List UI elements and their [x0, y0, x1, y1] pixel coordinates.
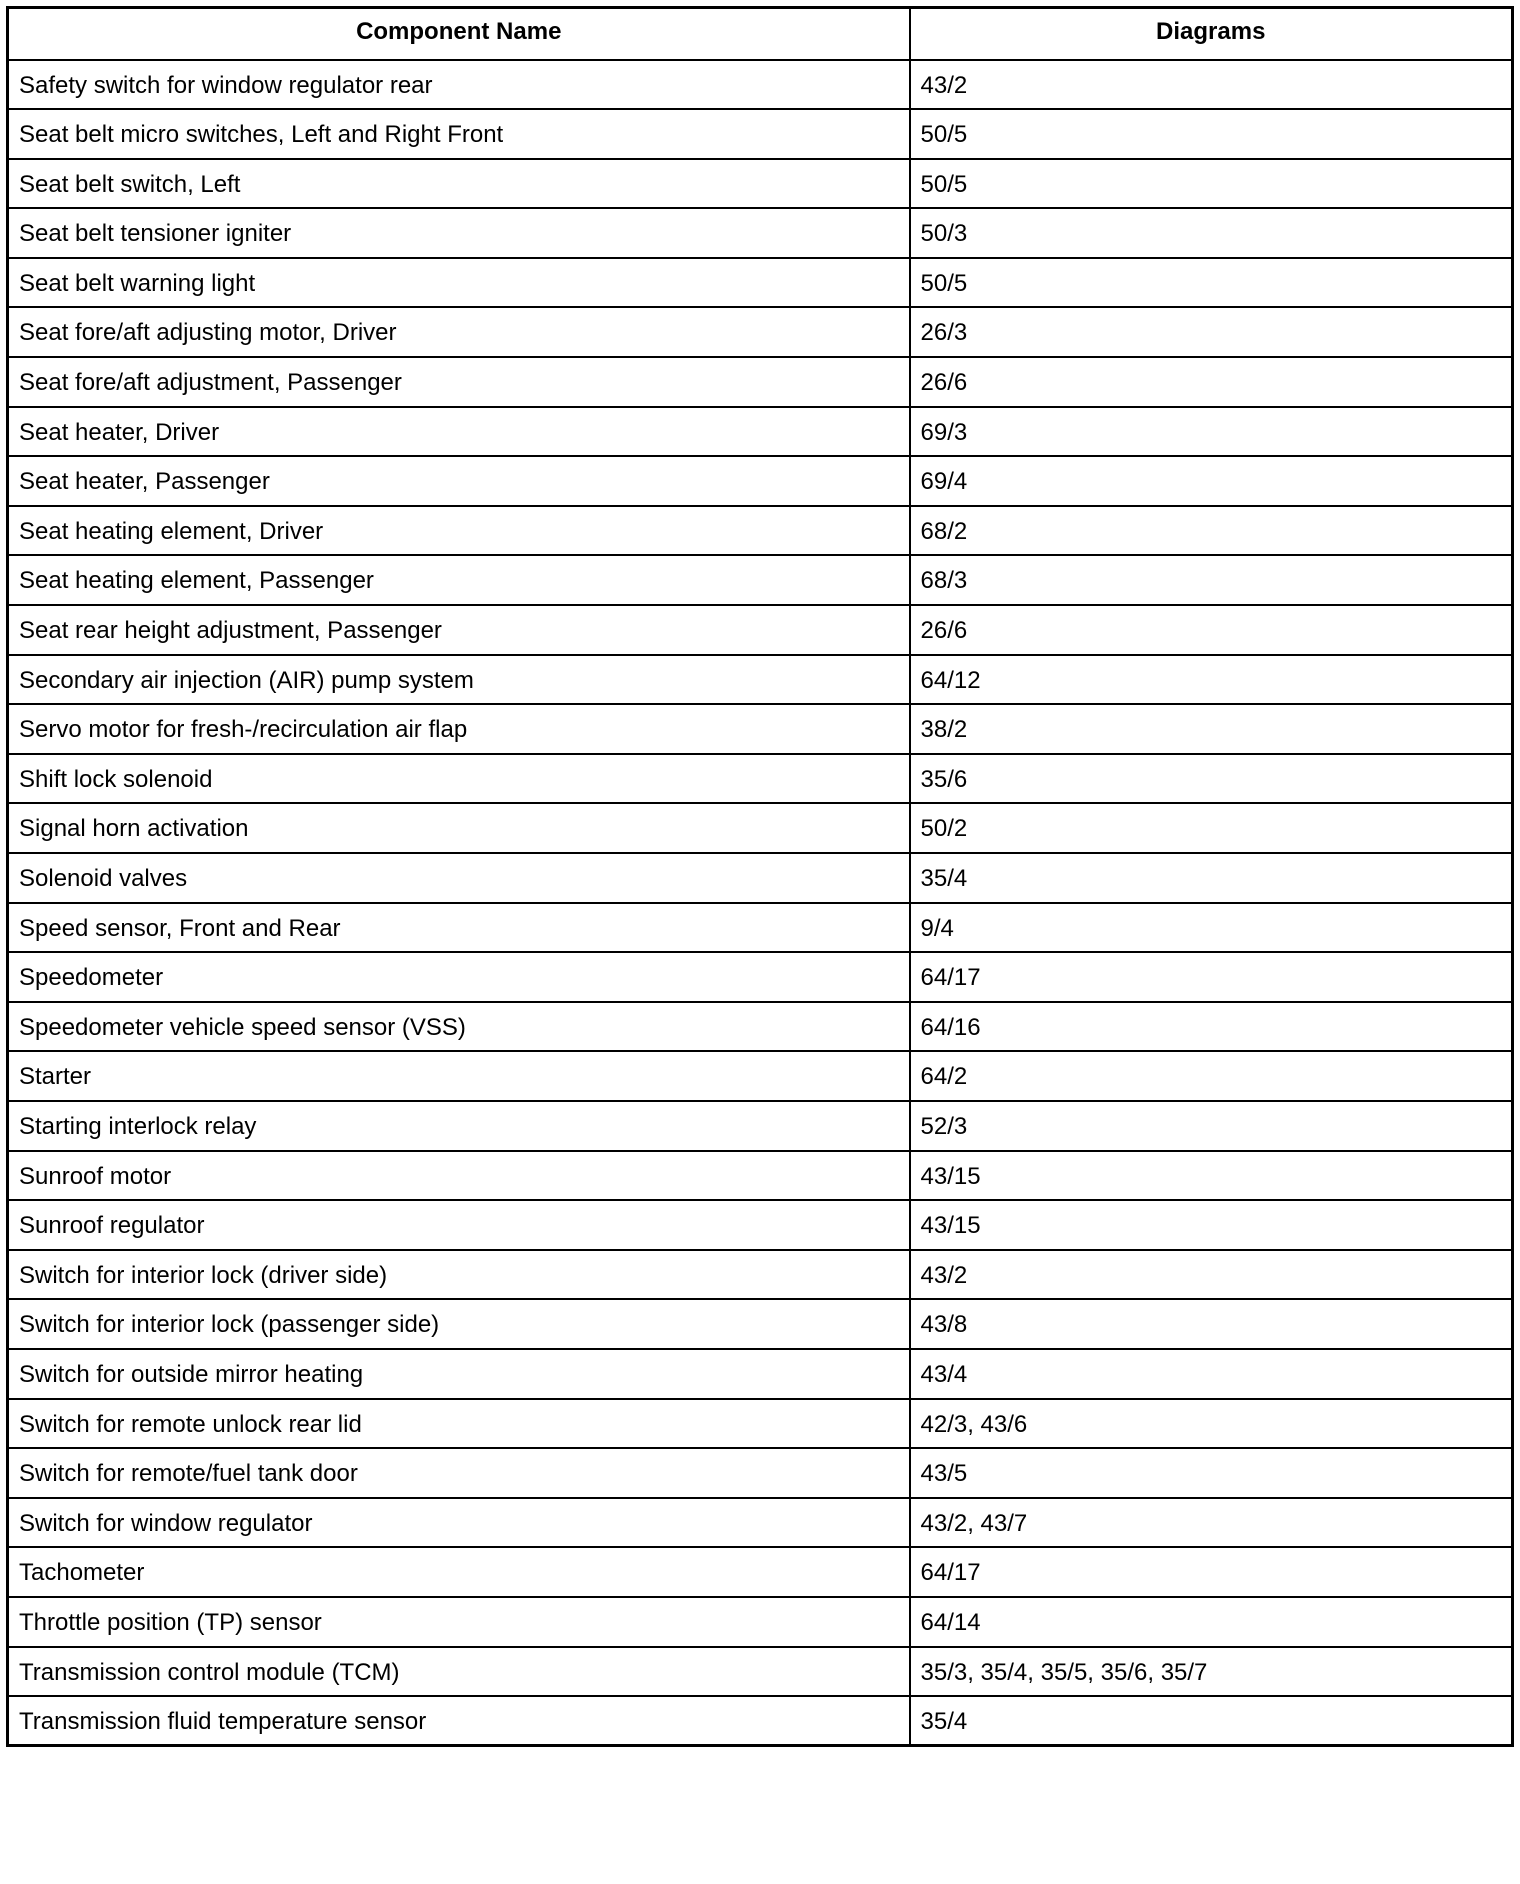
diagrams-cell: 26/3: [910, 307, 1513, 357]
table-row: [8, 208, 1513, 258]
diagrams-cell: 43/2, 43/7: [910, 1498, 1513, 1548]
component-name-cell: Servo motor for fresh-/recirculation air flap: [8, 704, 910, 754]
component-name-cell: Transmission fluid temperature sensor: [8, 1696, 910, 1746]
table-row: [8, 1597, 1513, 1647]
diagrams-cell: 50/5: [910, 159, 1513, 209]
table-row: [8, 1498, 1513, 1548]
diagrams-cell: 35/3, 35/4, 35/5, 35/6, 35/7: [910, 1647, 1513, 1697]
table-row: [8, 1151, 1513, 1201]
component-name-cell: Throttle position (TP) sensor: [8, 1597, 910, 1647]
component-name-cell: Switch for interior lock (driver side): [8, 1250, 910, 1300]
component-name-cell: Switch for remote unlock rear lid: [8, 1399, 910, 1449]
table-row: [8, 1002, 1513, 1052]
diagrams-cell: 64/16: [910, 1002, 1513, 1052]
table-row: [8, 555, 1513, 605]
table-row: [8, 952, 1513, 1002]
table-row: [8, 1647, 1513, 1697]
diagrams-cell: 68/3: [910, 555, 1513, 605]
table-row: [8, 1250, 1513, 1300]
diagrams-cell: 43/15: [910, 1200, 1513, 1250]
diagrams-cell: 68/2: [910, 506, 1513, 556]
component-name-cell: Sunroof motor: [8, 1151, 910, 1201]
diagrams-cell: 43/2: [910, 1250, 1513, 1300]
diagrams-cell: 43/8: [910, 1299, 1513, 1349]
table-row: [8, 803, 1513, 853]
component-name-cell: Seat heating element, Passenger: [8, 555, 910, 605]
component-name-cell: Solenoid valves: [8, 853, 910, 903]
table-row: [8, 1448, 1513, 1498]
table-row: [8, 754, 1513, 804]
table-row: [8, 903, 1513, 953]
table-row: [8, 109, 1513, 159]
table-row: [8, 1696, 1513, 1746]
component-name-cell: Seat belt tensioner igniter: [8, 208, 910, 258]
component-name-cell: Switch for window regulator: [8, 1498, 910, 1548]
diagrams-cell: 43/5: [910, 1448, 1513, 1498]
component-name-cell: Starting interlock relay: [8, 1101, 910, 1151]
table-row: [8, 704, 1513, 754]
component-name-cell: Seat heater, Passenger: [8, 456, 910, 506]
diagrams-cell: 38/2: [910, 704, 1513, 754]
diagrams-cell: 50/2: [910, 803, 1513, 853]
table-body: [8, 60, 1513, 1746]
table-row: [8, 407, 1513, 457]
diagrams-cell: 35/4: [910, 1696, 1513, 1746]
table-row: [8, 853, 1513, 903]
component-name-cell: Seat rear height adjustment, Passenger: [8, 605, 910, 655]
diagrams-cell: 42/3, 43/6: [910, 1399, 1513, 1449]
diagrams-cell: 64/17: [910, 952, 1513, 1002]
component-name-cell: Tachometer: [8, 1547, 910, 1597]
component-name-cell: Transmission control module (TCM): [8, 1647, 910, 1697]
diagrams-cell: 64/12: [910, 655, 1513, 705]
component-name-cell: Switch for remote/fuel tank door: [8, 1448, 910, 1498]
component-name-cell: Seat fore/aft adjustment, Passenger: [8, 357, 910, 407]
diagrams-cell: 52/3: [910, 1101, 1513, 1151]
table-row: [8, 258, 1513, 308]
diagrams-cell: 64/2: [910, 1051, 1513, 1101]
table-row: [8, 1349, 1513, 1399]
table-row: [8, 1051, 1513, 1101]
component-name-cell: Secondary air injection (AIR) pump system: [8, 655, 910, 705]
table-row: [8, 307, 1513, 357]
component-name-cell: Seat belt warning light: [8, 258, 910, 308]
diagrams-cell: 35/4: [910, 853, 1513, 903]
diagrams-cell: 64/14: [910, 1597, 1513, 1647]
column-header-component-name: Component Name: [8, 8, 910, 60]
component-name-cell: Seat heater, Driver: [8, 407, 910, 457]
component-name-cell: Starter: [8, 1051, 910, 1101]
diagrams-cell: 26/6: [910, 357, 1513, 407]
diagrams-cell: 43/4: [910, 1349, 1513, 1399]
component-table-container: [6, 6, 1511, 1747]
table-row: [8, 1399, 1513, 1449]
diagrams-cell: 64/17: [910, 1547, 1513, 1597]
table-row: [8, 605, 1513, 655]
component-name-cell: Seat fore/aft adjusting motor, Driver: [8, 307, 910, 357]
component-name-cell: Safety switch for window regulator rear: [8, 60, 910, 110]
diagrams-cell: 26/6: [910, 605, 1513, 655]
component-name-cell: Speedometer: [8, 952, 910, 1002]
diagrams-cell: 50/5: [910, 109, 1513, 159]
table-row: [8, 456, 1513, 506]
component-diagram-table: [6, 6, 1514, 1747]
diagrams-cell: 35/6: [910, 754, 1513, 804]
diagrams-cell: 69/4: [910, 456, 1513, 506]
component-name-cell: Sunroof regulator: [8, 1200, 910, 1250]
diagrams-cell: 43/15: [910, 1151, 1513, 1201]
table-row: [8, 1101, 1513, 1151]
column-header-diagrams: Diagrams: [910, 8, 1513, 60]
table-row: [8, 1547, 1513, 1597]
component-name-cell: Signal horn activation: [8, 803, 910, 853]
component-name-cell: Switch for outside mirror heating: [8, 1349, 910, 1399]
component-name-cell: Switch for interior lock (passenger side): [8, 1299, 910, 1349]
component-name-cell: Seat belt micro switches, Left and Right Front: [8, 109, 910, 159]
table-header-row: [8, 8, 1513, 60]
diagrams-cell: 50/3: [910, 208, 1513, 258]
table-row: [8, 506, 1513, 556]
diagrams-cell: 9/4: [910, 903, 1513, 953]
table-row: [8, 655, 1513, 705]
diagrams-cell: 43/2: [910, 60, 1513, 110]
component-name-cell: Speed sensor, Front and Rear: [8, 903, 910, 953]
component-name-cell: Seat heating element, Driver: [8, 506, 910, 556]
table-row: [8, 357, 1513, 407]
table-row: [8, 159, 1513, 209]
component-name-cell: Speedometer vehicle speed sensor (VSS): [8, 1002, 910, 1052]
component-name-cell: Seat belt switch, Left: [8, 159, 910, 209]
table-row: [8, 1200, 1513, 1250]
table-row: [8, 60, 1513, 110]
component-name-cell: Shift lock solenoid: [8, 754, 910, 804]
diagrams-cell: 69/3: [910, 407, 1513, 457]
table-row: [8, 1299, 1513, 1349]
diagrams-cell: 50/5: [910, 258, 1513, 308]
